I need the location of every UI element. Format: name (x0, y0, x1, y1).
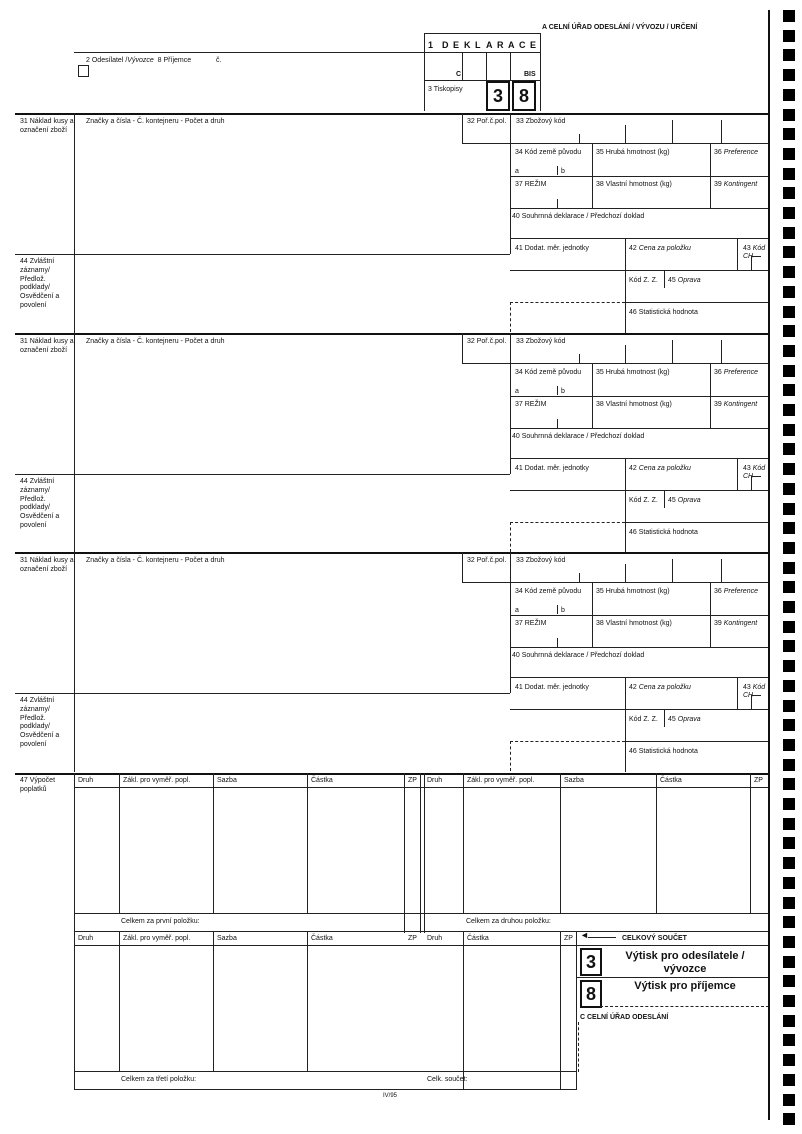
perforation-hole (783, 522, 795, 534)
origin-label: 34 Kód země původu (515, 369, 582, 376)
perforation-hole (783, 306, 795, 318)
item-price-text: Cena za položku (638, 684, 691, 691)
declaration-letter: E (530, 40, 537, 50)
perforation-hole (783, 719, 795, 731)
perforation-hole (783, 30, 795, 42)
perforation-hole (783, 1074, 795, 1086)
copy3-text: Výtisk pro odesílatele / vývozce (625, 950, 745, 976)
perforation-hole (783, 581, 795, 593)
quota-text: Kontingent (723, 401, 758, 408)
code-ch-label (743, 684, 767, 699)
perforation-hole (783, 798, 795, 810)
customs-office-a-label: A CELNÍ ÚŘAD ODESLÁNÍ / VÝVOZU / URČENÍ (542, 24, 698, 31)
declaration-letter: E (453, 40, 460, 50)
declaration-letter: 1 (428, 40, 434, 50)
recipient-num: 8 (157, 57, 162, 64)
origin-label: 34 Kód země původu (515, 588, 582, 595)
number-label: č. (216, 57, 222, 64)
arrow-left-icon: ◄ (580, 930, 589, 940)
code-ch-text: Kód CH (743, 245, 766, 260)
customs-office-c-label: C CELNÍ ÚŘAD ODESLÁNÍ (580, 1014, 669, 1021)
fee-grand-total: Celk. součet: (427, 1076, 468, 1083)
quota-label (714, 620, 757, 627)
origin-b-label: b (561, 168, 565, 175)
overall-sum-label: CELKOVÝ SOUČET (622, 935, 687, 942)
item-price-label (629, 684, 691, 691)
packages-label: 31 Náklad kusy a označení zboží (20, 557, 74, 573)
forms-box-8: 8 (512, 81, 536, 111)
stat-value-label: 46 Statistická hodnota (629, 529, 698, 536)
preference-label (714, 369, 758, 376)
perforation-hole (783, 621, 795, 633)
perforation-hole (783, 424, 795, 436)
perforation-hole (783, 187, 795, 199)
perforation-line (768, 10, 770, 1120)
forms-label: 3 Tiskopisy (428, 86, 463, 93)
recipient-label: Příjemce (163, 57, 192, 64)
form-code: IV/95 (383, 1093, 398, 1099)
item-no-label: 32 Poř.č.pol. (467, 118, 507, 125)
perforation-hole (783, 89, 795, 101)
perforation-hole (783, 286, 795, 298)
perforation-hole (783, 148, 795, 160)
item-section (0, 0, 802, 316)
fee-col-rate: Sazba (564, 777, 584, 784)
preference-text: Preference (723, 149, 758, 156)
code-ch-num: 43 (743, 465, 751, 472)
fee-col-type: Druh (78, 777, 94, 784)
net-mass-label: 38 Vlastní hmotnost (kg) (596, 620, 672, 627)
declaration-letter: L (475, 40, 481, 50)
preference-label (714, 588, 758, 595)
perforation-hole (783, 109, 795, 121)
perforation-hole (783, 818, 795, 830)
perforation-hole (783, 562, 795, 574)
forms-box-3: 3 (486, 81, 510, 111)
preference-label (714, 149, 758, 156)
item-price-num: 42 (629, 245, 637, 252)
fee-col-amount: Částka (311, 777, 333, 784)
special-notes-label: 44 Zvláštní záznamy/ Předlož. podklady/ Osvědčení a povolení (20, 258, 60, 309)
perforation-hole (783, 227, 795, 239)
quota-text: Kontingent (723, 620, 758, 627)
fee-col-type: Druh (78, 935, 94, 942)
preference-num: 36 (714, 588, 722, 595)
quota-num: 39 (714, 401, 722, 408)
perforation-hole (783, 857, 795, 869)
quota-num: 39 (714, 181, 722, 188)
origin-a-label: a (515, 388, 519, 395)
copy-box-8: 8 (580, 980, 602, 1008)
perforation-hole (783, 325, 795, 337)
summary-decl-label: 40 Souhrnná deklarace / Předchozí doklad (512, 213, 645, 220)
item-no-label: 32 Poř.č.pol. (467, 338, 507, 345)
summary-decl-label: 40 Souhrnná deklarace / Předchozí doklad (512, 652, 645, 659)
declaration-letter: A (486, 40, 493, 50)
item-no-label: 32 Poř.č.pol. (467, 557, 507, 564)
sender-num: 2 (86, 57, 90, 64)
fee-col-zp: ZP (754, 777, 763, 784)
perforation-hole (783, 897, 795, 909)
declaration-letter: R (497, 40, 504, 50)
stat-value-label: 46 Statistická hodnota (629, 309, 698, 316)
perforation-hole (783, 1034, 795, 1046)
perforation-hole (783, 640, 795, 652)
fee-col-rate: Sazba (217, 935, 237, 942)
code-ch-num: 43 (743, 245, 751, 252)
fee-col-type: Druh (427, 777, 443, 784)
commodity-code-label: 33 Zbožový kód (516, 557, 566, 564)
fee-col-rate: Sazba (217, 777, 237, 784)
fee-total-second: Celkem za druhou položku: (466, 918, 551, 925)
perforation-hole (783, 739, 795, 751)
perforation-hole (783, 660, 795, 672)
perforation-hole (783, 404, 795, 416)
origin-b-label: b (561, 388, 565, 395)
marks-label: Značky a čísla - Č. kontejneru - Počet a druh (86, 557, 225, 564)
origin-b-label: b (561, 607, 565, 614)
correction-num: 45 (668, 497, 676, 504)
perforation-hole (783, 975, 795, 987)
perforation-hole (783, 266, 795, 278)
declaration-letter: C (519, 40, 526, 50)
quota-num: 39 (714, 620, 722, 627)
packages-label: 31 Náklad kusy a označení zboží (20, 118, 74, 134)
perforation-hole (783, 128, 795, 140)
perforation-hole (783, 503, 795, 515)
c-label: C (456, 71, 462, 78)
commodity-code-label: 33 Zbožový kód (516, 338, 566, 345)
summary-decl-label: 40 Souhrnná deklarace / Předchozí doklad (512, 433, 645, 440)
stat-value-label: 46 Statistická hodnota (629, 748, 698, 755)
correction-text: Oprava (677, 497, 701, 504)
fee-col-amount: Částka (311, 935, 333, 942)
perforation-hole (783, 463, 795, 475)
gross-mass-label: 35 Hrubá hmotnost (kg) (596, 149, 670, 156)
perforation-hole (783, 778, 795, 790)
code-ch-text: Kód CH (743, 684, 766, 699)
net-mass-label: 38 Vlastní hmotnost (kg) (596, 401, 672, 408)
perforation-hole (783, 700, 795, 712)
marks-label: Značky a čísla - Č. kontejneru - Počet a druh (86, 118, 225, 125)
perforation-hole (783, 916, 795, 928)
preference-num: 36 (714, 369, 722, 376)
perforation-hole (783, 246, 795, 258)
code-ch-num: 43 (743, 684, 751, 691)
perforation-hole (783, 601, 795, 613)
item-price-text: Cena za položku (638, 245, 691, 252)
perforation-hole (783, 345, 795, 357)
perforation-hole (783, 936, 795, 948)
fees-label: 47 Výpočet poplatků (20, 777, 56, 793)
preference-num: 36 (714, 149, 722, 156)
fee-col-amount: Částka (660, 777, 682, 784)
perforation-hole (783, 759, 795, 771)
perforation-hole (783, 1113, 795, 1125)
fee-col-base: Zákl. pro vyměř. popl. (123, 777, 191, 784)
code-zz-label: Kód Z. Z. (629, 277, 658, 284)
item-price-num: 42 (629, 684, 637, 691)
regime-label: 37 REŽIM (515, 401, 547, 408)
quota-label (714, 401, 757, 408)
perforation-hole (783, 384, 795, 396)
declaration-letter: A (508, 40, 515, 50)
fee-col-zp: ZP (564, 935, 573, 942)
perforation-hole (783, 168, 795, 180)
fee-col-base: Zákl. pro vyměř. popl. (467, 777, 535, 784)
net-mass-label: 38 Vlastní hmotnost (kg) (596, 181, 672, 188)
fee-col-zp: ZP (408, 935, 417, 942)
origin-a-label: a (515, 607, 519, 614)
correction-num: 45 (668, 716, 676, 723)
perforation-hole (783, 49, 795, 61)
correction-label (668, 716, 701, 723)
gross-mass-label: 35 Hrubá hmotnost (kg) (596, 369, 670, 376)
special-notes-label: 44 Zvláštní záznamy/ Předlož. podklady/ Osvědčení a povolení (20, 697, 60, 748)
code-zz-label: Kód Z. Z. (629, 716, 658, 723)
perforation-hole (783, 995, 795, 1007)
perforation-hole (783, 443, 795, 455)
fee-col-zp: ZP (408, 777, 417, 784)
fee-col-type: Druh (427, 935, 443, 942)
regime-label: 37 REŽIM (515, 181, 547, 188)
origin-label: 34 Kód země původu (515, 149, 582, 156)
item-price-num: 42 (629, 465, 637, 472)
code-zz-label: Kód Z. Z. (629, 497, 658, 504)
perforation-hole (783, 10, 795, 22)
correction-text: Oprava (677, 277, 701, 284)
perforation-hole (783, 365, 795, 377)
regime-label: 37 REŽIM (515, 620, 547, 627)
copy-box-3: 3 (580, 948, 602, 976)
gross-mass-label: 35 Hrubá hmotnost (kg) (596, 588, 670, 595)
origin-a-label: a (515, 168, 519, 175)
fee-total-third: Celkem za třetí položku: (121, 1076, 197, 1083)
perforation-hole (783, 837, 795, 849)
item-price-text: Cena za položku (638, 465, 691, 472)
perforation-hole (783, 207, 795, 219)
perforation-hole (783, 1015, 795, 1027)
correction-num: 45 (668, 277, 676, 284)
item-section (0, 439, 802, 755)
bis-label: BIS (524, 71, 536, 78)
code-ch-text: Kód CH (743, 465, 766, 480)
commodity-code-label: 33 Zbožový kód (516, 118, 566, 125)
copy8-text: Výtisk pro příjemce (634, 980, 736, 992)
supp-units-label: 41 Dodat. měr. jednotky (515, 684, 589, 691)
fee-total-first: Celkem za první položku: (121, 918, 200, 925)
fee-col-amount: Částka (467, 935, 489, 942)
preference-text: Preference (723, 588, 758, 595)
packages-label: 31 Náklad kusy a označení zboží (20, 338, 74, 354)
fee-col-base: Zákl. pro vyměř. popl. (123, 935, 191, 942)
perforation-hole (783, 956, 795, 968)
perforation-hole (783, 1054, 795, 1066)
declaration-letter: K (464, 40, 471, 50)
supp-units-label: 41 Dodat. měr. jednotky (515, 465, 589, 472)
sender-label: Odesílatel / (91, 57, 128, 64)
quota-label (714, 181, 757, 188)
perforation-hole (783, 483, 795, 495)
exporter-label: Vývozce (127, 57, 154, 64)
quota-text: Kontingent (723, 181, 758, 188)
perforation-hole (783, 1094, 795, 1106)
perforation-hole (783, 877, 795, 889)
preference-text: Preference (723, 369, 758, 376)
item-section (0, 220, 802, 536)
correction-text: Oprava (677, 716, 701, 723)
perforation-hole (783, 680, 795, 692)
marks-label: Značky a čísla - Č. kontejneru - Počet a druh (86, 338, 225, 345)
perforation-hole (783, 542, 795, 554)
perforation-hole (783, 69, 795, 81)
supp-units-label: 41 Dodat. měr. jednotky (515, 245, 589, 252)
declaration-letter: D (442, 40, 449, 50)
special-notes-label: 44 Zvláštní záznamy/ Předlož. podklady/ Osvědčení a povolení (20, 478, 60, 529)
